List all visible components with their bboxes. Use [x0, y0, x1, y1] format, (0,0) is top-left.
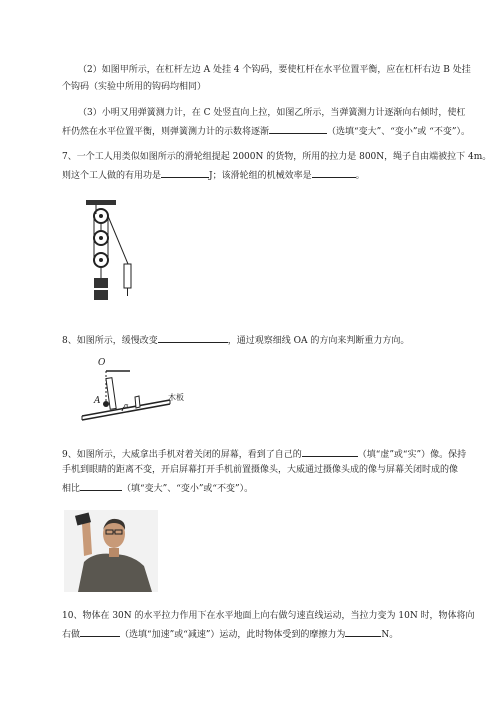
q9-text-a: 9、如图所示，大威拿出手机对着关闭的屏幕，看到了自己的	[62, 450, 302, 460]
q9-text-c: 相比	[62, 484, 81, 494]
q9-text-d: （填“变大”、“变小”或“不变”）。	[122, 484, 254, 494]
q10-line2	[62, 627, 398, 641]
plumb-bob	[103, 401, 109, 407]
q10-text-c: N。	[381, 630, 399, 640]
q3-line2	[62, 124, 470, 138]
q2-line1: （2）如图甲所示，在杠杆左边 A 处挂 4 个钩码，要使杠杆在水平位置平衡，应在杠杆右边 B 处挂	[78, 65, 471, 75]
q9-line2: 手机到眼睛的距离不变，开启屏幕打开手机前置摄像头，大威通过摄像头成的像与屏幕关闭时成的像	[62, 465, 459, 475]
q10-motion-blank	[80, 627, 120, 637]
label-o: O	[98, 358, 106, 368]
q8-text-a: 8、如图所示，缓慢改变	[62, 336, 158, 346]
q7-line2	[62, 168, 365, 182]
label-a: A	[94, 396, 101, 406]
q3-line1: （3）小明又用弹簧测力计，在 C 处竖直向上拉，如图乙所示，当弹簧测力计逐渐向右倾时，使杠	[78, 108, 466, 118]
man-with-phone-photo	[64, 510, 158, 592]
q3-text-a: 杆仍然在水平位置平衡，则弹簧测力计的示数将逐渐	[62, 127, 270, 137]
spring-scale	[124, 264, 131, 288]
q9-line3	[62, 481, 253, 495]
q10-text-a: 右做	[62, 630, 81, 640]
label-board: 木板	[168, 393, 184, 402]
ceiling-mount	[86, 200, 116, 205]
q9-size-blank	[80, 481, 122, 491]
q2-line2: 个钩码（实验中所用的钩码均相同）	[62, 82, 207, 92]
q8-text-b: ，通过观察细线 OA 的方向来判断重力方向。	[227, 336, 410, 346]
label-alpha: α	[124, 402, 129, 410]
q9-text-b: （填“虚”或“实”）像。保持	[357, 450, 467, 460]
q9-image-type-blank	[302, 447, 358, 457]
q7-text-b: J；该滑轮组的机械效率是	[209, 171, 312, 181]
weight-lower	[94, 290, 108, 300]
q8-answer-blank	[158, 333, 228, 343]
q8-line	[62, 333, 409, 347]
free-rope-end	[108, 216, 128, 264]
q7-work-blank	[161, 168, 209, 178]
pulley-system-figure	[84, 198, 140, 304]
q3-answer-blank	[269, 124, 327, 134]
q9-line1	[62, 447, 466, 461]
q10-line1: 10、物体在 30N 的水平拉力作用下在水平地面上向右做匀速直线运动，当拉力变为 10N 时，物体将向	[62, 611, 475, 621]
incline-figure	[78, 360, 190, 422]
q10-text-b: （选填“加速”或“减速”）运动，此时物体受到的摩擦力为	[120, 630, 346, 640]
q7-line1: 7、一个工人用类似如图所示的滑轮组提起 2000N 的货物，所用的拉力是 800N，绳子自由端被拉下 4m。	[62, 152, 492, 162]
q7-text-a: 则这个工人做的有用功是	[62, 171, 162, 181]
q3-text-b: （选填“变大”、“变小”或 “不变”）。	[327, 127, 470, 137]
q10-friction-blank	[345, 627, 381, 637]
q7-efficiency-blank	[312, 168, 356, 178]
q7-text-c: 。	[355, 171, 365, 181]
weight-upper	[94, 278, 108, 288]
